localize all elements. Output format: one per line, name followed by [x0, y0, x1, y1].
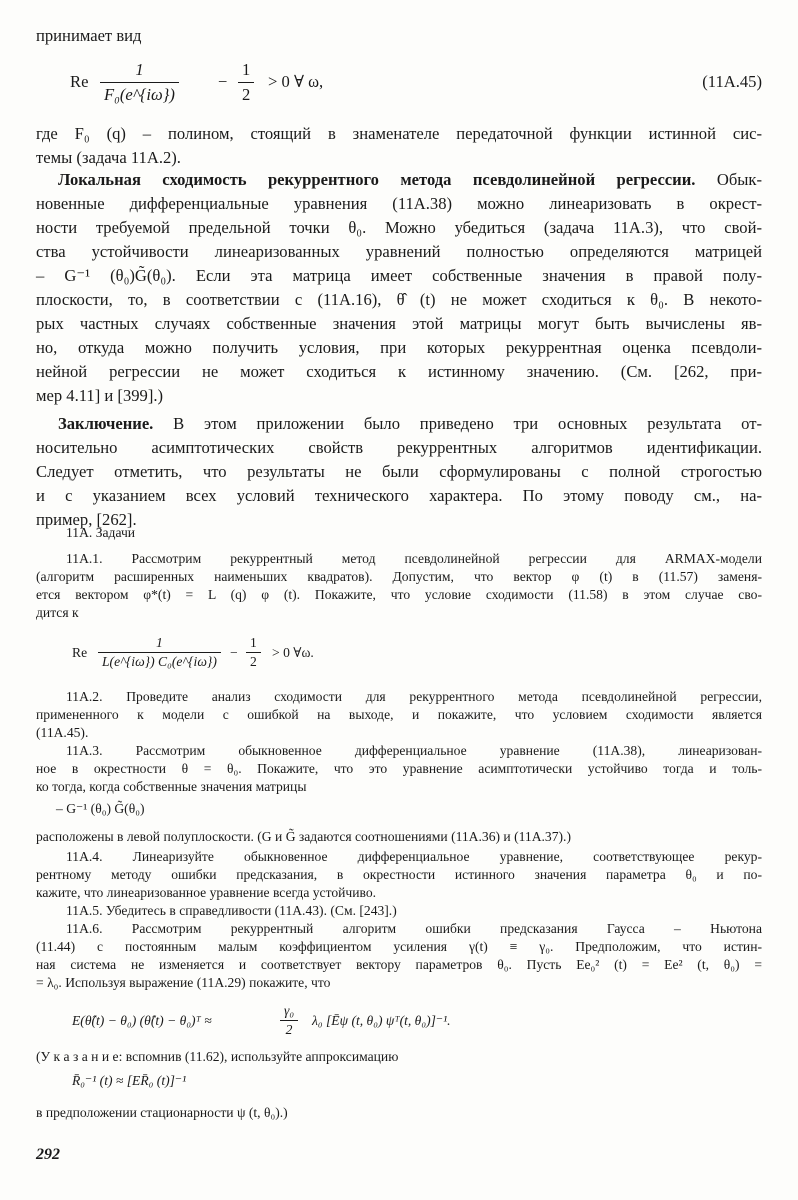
text-line: (алгоритм расширенных наименьших квадратов). Допустим, что вектор φ (t) в (11.57) заменя- [36, 569, 762, 584]
text-line: пример, [262]. [36, 510, 137, 529]
eq-frac1 [98, 634, 221, 671]
text-line: ства устойчивости линеаризованных уравнений полностью определяются матрицей [36, 242, 762, 261]
text-line: = λ₀. Используя выражение (11А.29) покажите, что [36, 975, 331, 990]
eq-frac2 [246, 634, 261, 671]
text-line: Следует отметить, что результаты не были сформулированы с полной строгостью [36, 462, 762, 481]
equation-number: (11A.45) [702, 72, 762, 91]
eq-frac-num: γ₀ [284, 1003, 295, 1018]
eq-lhs: E(θ̂(t) − θ₀) (θ̂(t) − θ₀)ᵀ ≈ [72, 1013, 212, 1028]
eq-frac1-den: L(e^{iω}) C₀(e^{iω}) [98, 652, 221, 671]
text-line: – G⁻¹ (θ₀)G̃(θ₀). Если эта матрица имеет собственные значения в правой полу- [36, 266, 762, 285]
text-line: где F₀ (q) – полином, стоящий в знаменателе передаточной функции истинной сис- [36, 124, 762, 143]
eq-frac1-den: F₀(e^{iω}) [100, 82, 179, 107]
intro-line: принимает вид [36, 26, 142, 45]
text-line: дится к [36, 605, 79, 620]
text-line: кажите, что линеаризованное уравнение всегда устойчиво. [36, 885, 377, 900]
text-line: Локальная сходимость рекуррентного метода псевдолинейной регрессии. Обык- [58, 170, 762, 189]
section-heading: Заключение. [58, 414, 154, 433]
page-number: 292 [36, 1146, 60, 1163]
text-line: мер 4.11] и [399].) [36, 386, 164, 405]
text-line: 11А.4. Линеаризуйте обыкновенное дифференциальное уравнение, соответствующее рекур- [66, 849, 762, 864]
eq-frac2-den: 2 [246, 652, 261, 671]
text-line: 11А.2. Проведите анализ сходимости для рекуррентного метода псевдолинейной регрессии, [66, 689, 762, 704]
text-line: ная система не изменяется и соответствует вектору параметров θ₀. Пусть Ee₀² (t) = Ee² (t, θ₀) = [36, 957, 762, 972]
hint-formula: R̄₀⁻¹ (t) ≈ [ER̄₀ (t)]⁻¹ [72, 1073, 187, 1088]
eq-frac2 [238, 58, 254, 107]
text-line: 11А.1. Рассмотрим рекуррентный метод псевдолинейной регрессии для ARMAX-модели [66, 551, 762, 566]
equation-11a45 [70, 56, 762, 108]
eq-rest: > 0 ∀ ω, [268, 72, 324, 91]
eq-minus: − [230, 645, 238, 660]
eq-frac-den: 2 [280, 1020, 298, 1039]
text-line: ко тогда, когда собственные значения матрицы [36, 779, 307, 794]
text-line: и с указанием всех условий технического характера. По этому поводу см., на- [36, 486, 762, 505]
text-line: 11А.6. Рассмотрим рекуррентный алгоритм ошибки предсказания Гаусса – Ньютона [66, 921, 762, 936]
text-line: Заключение. В этом приложении было приведено три основных результата от- [58, 414, 762, 433]
task-11a5: 11А.5. Убедитесь в справедливости (11А.43). (См. [243].) [66, 903, 397, 918]
eq-rhs: λ₀ [Ēψ (t, θ₀) ψᵀ(t, θ₀)]⁻¹. [312, 1013, 451, 1028]
eq-re: Re [70, 72, 89, 91]
text-line: (11.44) с постоянным малым коэффициентом усиления γ(t) ≡ γ₀. Предположим, что истин- [36, 939, 762, 954]
text-line: (11А.45). [36, 725, 89, 740]
eq-frac [280, 1002, 298, 1039]
text-line: плоскости, то, в соответствии с (11А.16), θ̂ (t) не может сходиться к θ₀. В некото- [36, 290, 762, 309]
text-line: нейной регрессии не может сходиться к истинному значению. (См. [262, при- [36, 362, 762, 381]
eq-rest: > 0 ∀ω. [272, 645, 314, 660]
text-line: новенные дифференциальные уравнения (11А.38) можно линеаризовать в окрест- [36, 194, 762, 213]
eq-frac1 [100, 58, 179, 107]
eq-frac2-num: 1 [242, 60, 251, 79]
eq-re: Re [72, 645, 88, 660]
text-line: примененного к модели с ошибкой на выходе, и покажите, что условием сходимости является [36, 707, 762, 722]
text-line: ется вектором φ*(t) = L (q) φ (t). Покажите, что условие сходимости (11.58) в этом случае сво- [36, 587, 762, 602]
text-line: но, откуда можно получить условия, при которых рекуррентная оценка псевдоли- [36, 338, 762, 357]
hint-end-line: в предположении стационарности ψ (t, θ₀).) [36, 1105, 288, 1120]
text-line: 11А.3. Рассмотрим обыкновенное дифференциальное уравнение (11А.38), линеаризован- [66, 743, 762, 758]
equation-task6 [72, 1000, 572, 1044]
text-line: темы (задача 11А.2). [36, 148, 181, 167]
text-line: расположены в левой полуплоскости. (G и G̃ задаются соотношениями (11А.36) и (11А.37).) [36, 829, 571, 844]
text-line: рентному методу ошибки предсказания, в окрестности истинного значения параметра θ₀ и по- [36, 867, 762, 882]
formula-line: – G⁻¹ (θ₀) G̃(θ₀) [56, 801, 145, 816]
hint-line: (У к а з а н и е: вспомнив (11.62), используйте аппроксимацию [36, 1049, 399, 1064]
eq-frac2-den: 2 [238, 82, 254, 107]
text-line: носительно асимптотических свойств рекуррентных алгоритмов идентификации. [36, 438, 762, 457]
text-line: рых частных случаях собственные значения этой матрицы могут быть вычислены яв- [36, 314, 762, 333]
eq-minus: − [218, 72, 228, 91]
eq-frac2-num: 1 [250, 635, 257, 650]
text-line: ности требуемой предельной точки θ₀. Можно убедиться (задача 11А.3), что свой- [36, 218, 762, 237]
section-heading: Локальная сходимость рекуррентного метода псевдолинейной регрессии. [58, 170, 696, 189]
text-line: ное в окрестности θ = θ₀. Покажите, что это уравнение асимптотически устойчиво тогда и толь- [36, 761, 762, 776]
tasks-heading: 11А. Задачи [66, 525, 136, 540]
eq-frac1-num: 1 [156, 635, 163, 650]
eq-frac1-num: 1 [135, 60, 144, 79]
equation-task1 [72, 632, 472, 678]
